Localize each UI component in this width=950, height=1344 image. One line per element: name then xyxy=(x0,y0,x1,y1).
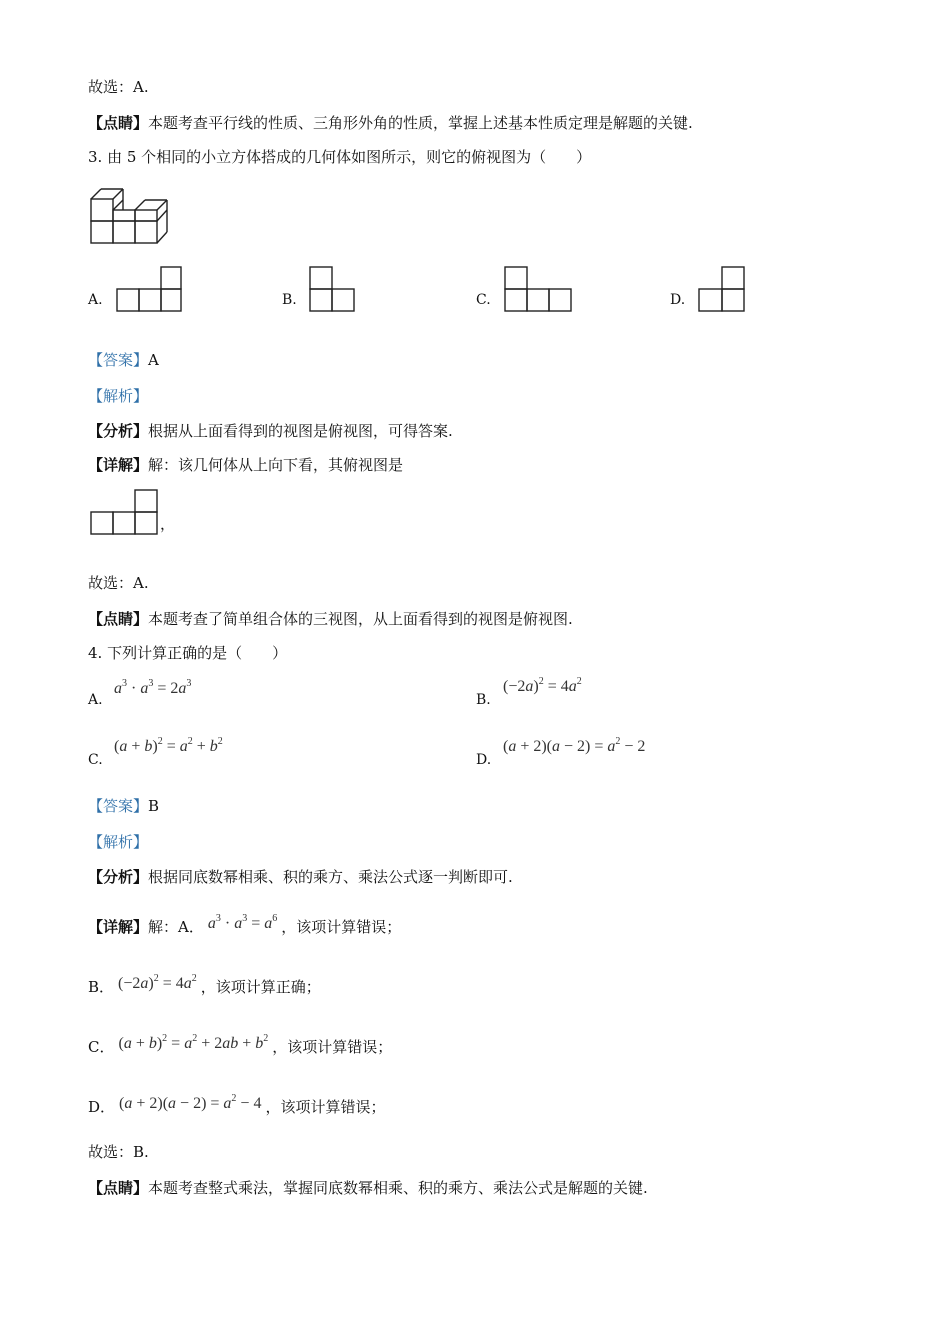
q3-option-c-figure xyxy=(504,266,572,312)
q3-fenxi: 【分析】根据从上面看得到的视图是俯视图，可得答案. xyxy=(88,422,453,440)
q4-option-c-formula: $(a + b)^2 = a^2 + b^2$ xyxy=(114,736,223,755)
q4-answer: 【答案】B xyxy=(88,797,160,815)
q3-option-a-label: A. xyxy=(88,292,103,308)
q3-option-b-label: B. xyxy=(282,292,297,308)
q4-option-b-label: B. xyxy=(476,692,491,708)
q3-comment: 【点睛】本题考查了简单组合体的三视图，从上面看得到的视图是俯视图. xyxy=(88,610,573,628)
q3-option-d-label: D. xyxy=(670,292,686,308)
q3-stem: 3. 由 5 个相同的小立方体搭成的几何体如图所示，则它的俯视图为（ ） xyxy=(88,148,592,166)
q4-comment: 【点睛】本题考查整式乘法，掌握同底数幂相乘、积的乘方、乘法公式是解题的关键. xyxy=(88,1179,648,1197)
q3-answer: 【答案】A xyxy=(88,351,159,369)
q4-detail-b: B． $(-2a)^2 = 4a^2$ ，该项计算正确； xyxy=(88,973,321,996)
q3-analysis-tag: 【解析】 xyxy=(88,387,149,405)
q4-choice: 故选：B. xyxy=(88,1143,149,1161)
q4-option-d-formula: $(a + 2)(a - 2) = a^2 - 2$ xyxy=(503,736,646,755)
q4-option-c-label: C. xyxy=(88,752,103,768)
q4-option-a-label: A. xyxy=(88,692,103,708)
q2-choice: 故选：A. xyxy=(88,78,149,96)
q3-xiangjie: 【详解】解：该几何体从上向下看，其俯视图是 xyxy=(88,456,404,474)
q3-option-d-figure xyxy=(698,266,746,312)
q4-analysis-tag: 【解析】 xyxy=(88,833,149,851)
q3-option-c-label: C. xyxy=(476,292,491,308)
q4-option-a-formula: $a^3 \cdot a^3 = 2a^3$ xyxy=(114,678,192,697)
q3-option-b-figure xyxy=(309,266,355,312)
q4-detail-c: C． $(a + b)^2 = a^2 + 2ab + b^2$ ，该项计算错误； xyxy=(88,1033,393,1056)
q4-fenxi: 【分析】根据同底数幂相乘、积的乘方、乘法公式逐一判断即可. xyxy=(88,868,513,886)
q4-option-d-label: D. xyxy=(476,752,492,768)
q3-top-view-comma: ， xyxy=(160,515,176,533)
q4-stem: 4. 下列计算正确的是（ ） xyxy=(88,644,288,662)
q3-choice: 故选：A. xyxy=(88,574,149,592)
q3-top-view-figure xyxy=(90,489,158,535)
q4-option-b-formula: $(-2a)^2 = 4a^2$ xyxy=(503,676,582,695)
q4-detail-a: 【详解】解：A． $a^3 \cdot a^3 = a^6$ ，该项计算错误； xyxy=(88,913,402,936)
q4-detail-d: D． $(a + 2)(a - 2) = a^2 - 4$ ，该项计算错误； xyxy=(88,1093,386,1116)
q3-solid-figure xyxy=(88,186,178,246)
q3-option-a-figure xyxy=(116,266,182,312)
q2-comment: 【点睛】本题考查平行线的性质、三角形外角的性质，掌握上述基本性质定理是解题的关键. xyxy=(88,114,693,132)
